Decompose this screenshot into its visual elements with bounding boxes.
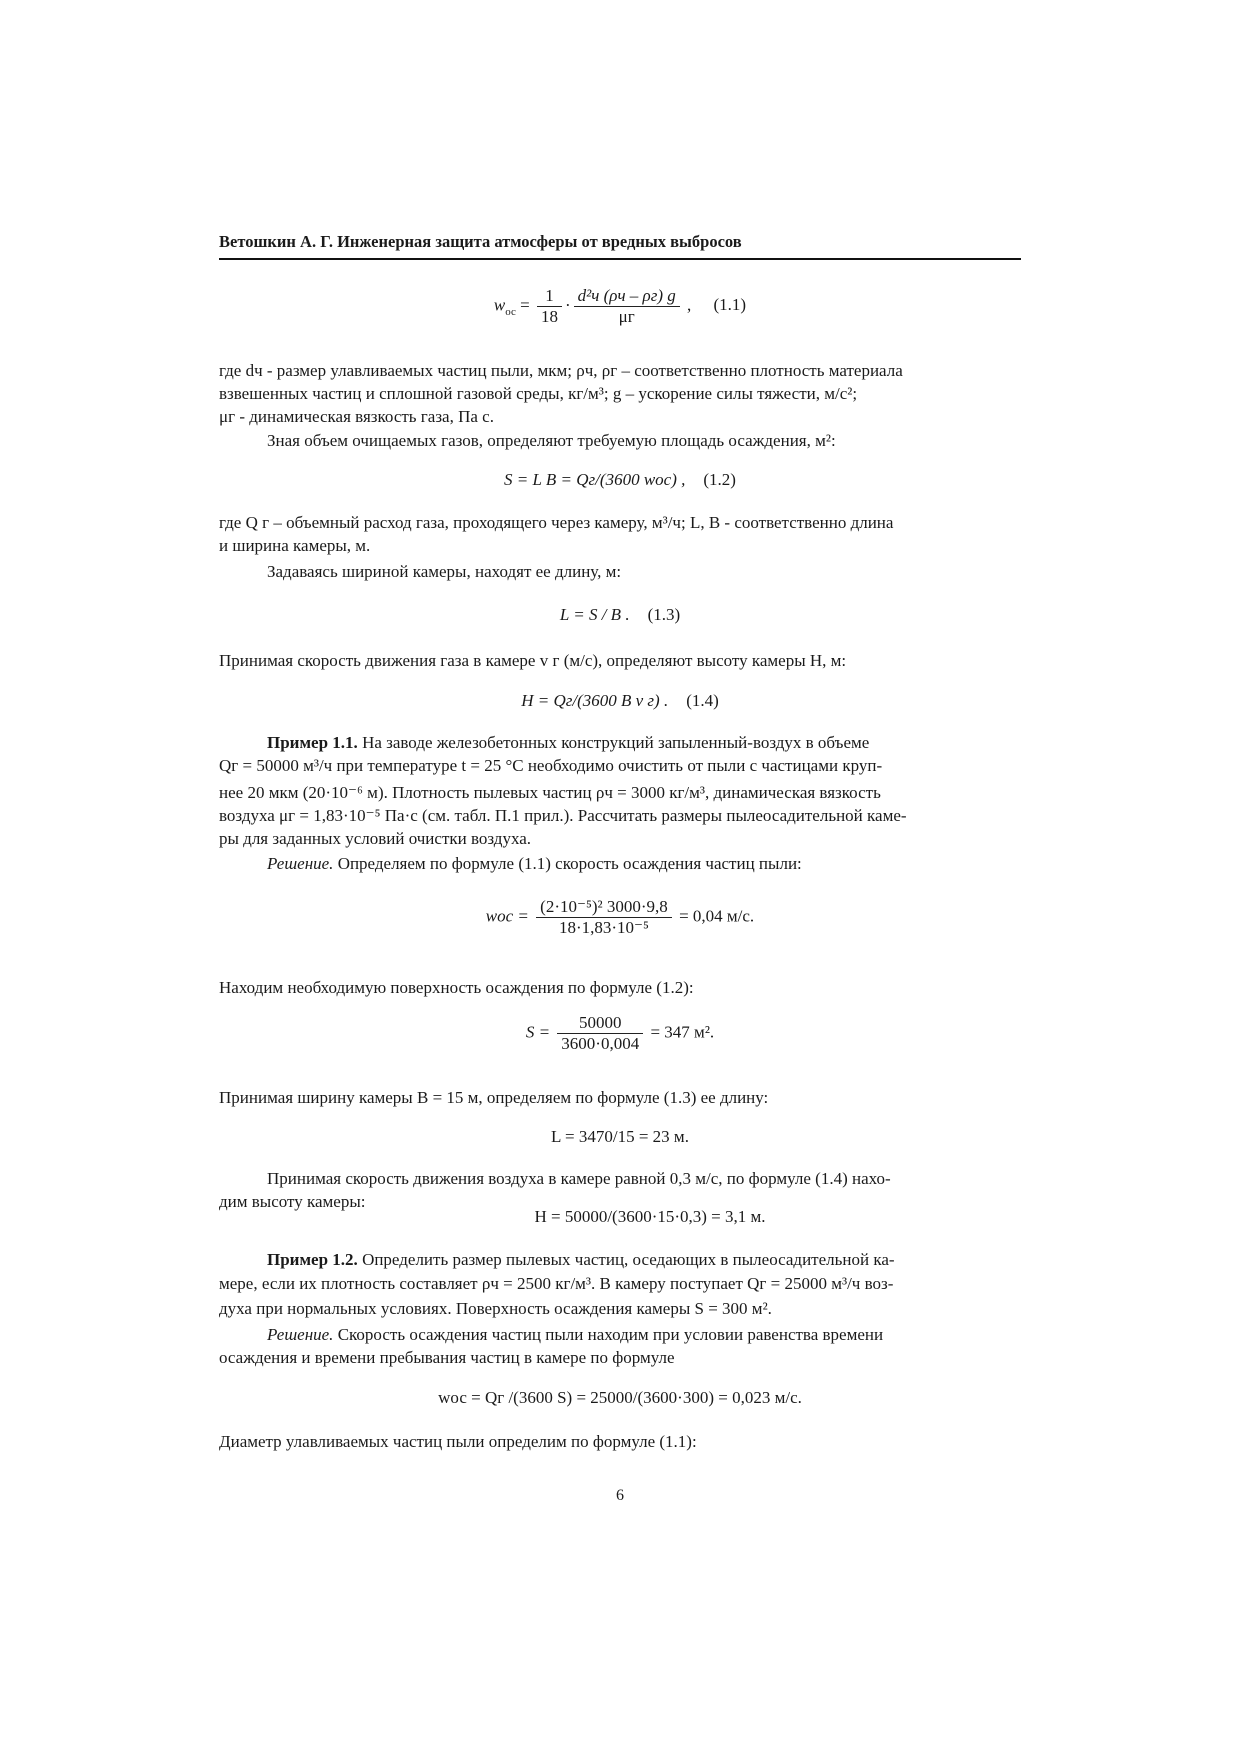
example-1-2-line-2: мере, если их плотность составляет ρч = 2500 кг/м³. В камеру поступает Qг = 25000 м³/ч воз- bbox=[219, 1274, 894, 1293]
paragraph-definitions-3: μг - динамическая вязкость газа, Па с. bbox=[219, 407, 494, 426]
example-1-1-line-1: Пример 1.1. На заводе железобетонных конструкций запыленный-воздух в объеме bbox=[267, 733, 870, 752]
fraction-one-eighteen: $\frac{1}{18}$ bbox=[537, 286, 562, 327]
calc-settling-velocity: wос = $\frac{\text{(2·10⁻⁵)² 3000·9,8}}{\text{18·1,83·10⁻⁵}}$ = 0,04 м/с. bbox=[485, 897, 755, 937]
paragraph-flow-1: где Q г – объемный расход газа, проходящего через камеру, м³/ч; L, B - соответственно длина bbox=[219, 513, 894, 532]
calc-height: H = 50000/(3600·15·0,3) = 3,1 м. bbox=[534, 1207, 766, 1226]
example-1-1-solution: Решение. Определяем по формуле (1.1) скорость осаждения частиц пыли: bbox=[267, 854, 802, 873]
example-1-2-line-1: Пример 1.2. Определить размер пылевых частиц, оседающих в пылеосадительной ка- bbox=[267, 1250, 895, 1269]
fraction-velocity: $\frac{\text{(2·10⁻⁵)² 3000·9,8}}{\text{18·1,83·10⁻⁵}}$ bbox=[536, 897, 672, 938]
example-1-1-line-2: Qг = 50000 м³/ч при температуре t = 25 °С необходимо очистить от пыли с частицами круп- bbox=[219, 756, 883, 775]
example-1-1-line-4: воздуха μг = 1,83·10⁻⁵ Па·с (см. табл. П.1 прил.). Рассчитать размеры пылеосадительной каме- bbox=[219, 806, 907, 825]
paragraph-speed-2: дим высоту камеры: bbox=[219, 1192, 366, 1211]
eq-lhs: w bbox=[493, 295, 506, 315]
equation-label: (1.1) bbox=[713, 295, 747, 315]
equation-1-1: $w_{ос}$ = $\frac{1}{18}$ · $\frac{\text{d²ч (ρч – ρг) g}}{\mu г}$ , (1.1) bbox=[493, 286, 747, 326]
example-1-2-solution-2: осаждения и времени пребывания частиц в камере по формуле bbox=[219, 1348, 675, 1367]
paragraph-diameter: Диаметр улавливаемых частиц пыли определим по формуле (1.1): bbox=[219, 1432, 697, 1451]
calc-length: L = 3470/15 = 23 м. bbox=[551, 1127, 689, 1146]
paragraph-velocity: Принимая скорость движения газа в камере v г (м/с), определяют высоту камеры H, м: bbox=[219, 651, 847, 670]
eq-lhs-sub: ос bbox=[505, 305, 516, 318]
paragraph-speed-1: Принимая скорость движения воздуха в камере равной 0,3 м/с, по формуле (1.4) нахо- bbox=[267, 1169, 891, 1188]
example-1-2-solution-1: Решение. Скорость осаждения частиц пыли находим при условии равенства времени bbox=[267, 1325, 884, 1344]
running-header: Ветошкин А. Г. Инженерная защита атмосферы от вредных выбросов bbox=[219, 232, 1021, 260]
paragraph-definitions-1: где dч - размер улавливаемых частиц пыли, мкм; ρч, ρг – соответственно плотность материала bbox=[219, 361, 903, 380]
page-number: 6 bbox=[616, 1487, 624, 1504]
paragraph-area: Зная объем очищаемых газов, определяют требуемую площадь осаждения, м²: bbox=[267, 431, 836, 450]
paragraph-width: Задаваясь шириной камеры, находят ее длину, м: bbox=[267, 562, 622, 581]
paragraph-area-calc: Находим необходимую поверхность осаждения по формуле (1.2): bbox=[219, 978, 694, 997]
example-1-1-line-5: ры для заданных условий очистки воздуха. bbox=[219, 829, 532, 848]
equation-1-2: S = L B = Qг/(3600 wос) , (1.2) bbox=[504, 470, 736, 489]
fraction-area: $\frac{50000}{3600\cdot 0,004}$ bbox=[557, 1013, 643, 1054]
example-1-2-line-3: духа при нормальных условиях. Поверхность осаждения камеры S = 300 м². bbox=[219, 1299, 772, 1318]
equation-1-4: H = Qг/(3600 B v г) . (1.4) bbox=[521, 691, 719, 710]
paragraph-width-calc: Принимая ширину камеры B = 15 м, определяем по формуле (1.3) ее длину: bbox=[219, 1088, 769, 1107]
calc-velocity-2: wос = Qг /(3600 S) = 25000/(3600·300) = 0,023 м/с. bbox=[438, 1388, 802, 1407]
paragraph-definitions-2: взвешенных частиц и сплошной газовой среды, кг/м³; g – ускорение силы тяжести, м/с²; bbox=[219, 384, 858, 403]
example-1-1-line-3: нее 20 мкм (20·10⁻⁶ м). Плотность пылевых частиц ρч = 3000 кг/м³, динамическая вязкость bbox=[219, 783, 881, 802]
equation-1-3: L = S / B . (1.3) bbox=[559, 605, 681, 624]
calc-area: S = $\frac{50000}{3600\cdot 0,004}$ = 347 м². bbox=[525, 1013, 715, 1053]
fraction-main: $\frac{\text{d²ч (ρч – ρг) g}}{\mu г}$ bbox=[574, 286, 680, 327]
paragraph-flow-2: и ширина камеры, м. bbox=[219, 536, 371, 555]
